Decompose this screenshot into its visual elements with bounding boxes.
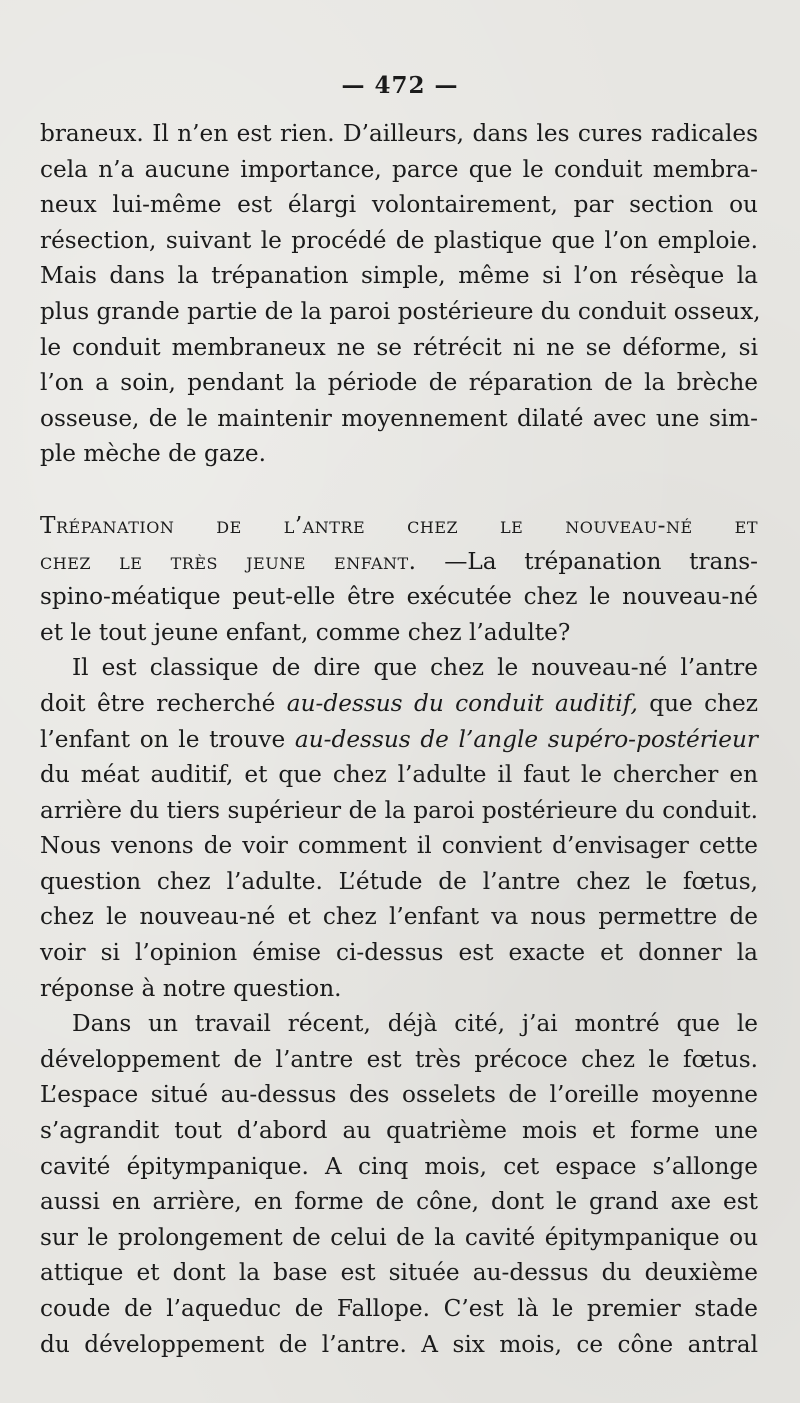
text-line: et le tout jeune enfant, comme chez l’adulte? <box>40 618 571 646</box>
text-run: doit être recherché <box>40 689 287 717</box>
text-line: du développement de l’antre. A six mois, ce cône antral <box>40 1330 758 1358</box>
text-line: plus grande partie de la paroi postérieure du conduit osseux, <box>40 297 761 325</box>
text-line: spino-méatique peut-elle être exécutée chez le nouveau-né <box>40 583 758 611</box>
section-gap <box>40 472 758 508</box>
italic-text: au-dessus du conduit auditif, <box>286 689 638 717</box>
section-heading-line <box>40 544 758 580</box>
text-line: question chez l’adulte. L’étude de l’antre chez le fœtus, <box>40 867 758 895</box>
text-line: osseuse, de le maintenir moyennement dilaté avec une sim- <box>40 404 758 432</box>
text-line <box>40 722 758 758</box>
italic-text: au-dessus de l’angle supéro-postérieur <box>294 725 759 753</box>
section-trepanation-nouveau-ne <box>40 508 758 1362</box>
paragraph-continuation <box>40 116 761 472</box>
text-line: cela n’a aucune importance, parce que le conduit membra- <box>40 155 758 183</box>
text-line: Dans un travail récent, déjà cité, j’ai montré que le <box>72 1010 758 1038</box>
text-run: —La trépanation trans- <box>416 547 759 575</box>
text-run: que chez <box>637 689 758 717</box>
text-line: résection, suivant le procédé de plastique que l’on emploie. <box>40 226 758 254</box>
text-run: l’enfant on le trouve <box>40 725 295 753</box>
text-line: L’espace situé au-dessus des osselets de l’oreille moyenne <box>40 1081 758 1109</box>
text-line: neux lui-même est élargi volontairement, par section ou <box>40 191 758 219</box>
text-line: braneux. Il n’en est rien. D’ailleurs, dans les cures radicales <box>40 120 758 147</box>
text-line: développement de l’antre est très précoce chez le fœtus. <box>40 1045 758 1073</box>
text-line: arrière du tiers supérieur de la paroi postérieure du conduit. <box>40 796 758 824</box>
text-line: coude de l’aqueduc de Fallope. C’est là le premier stade <box>40 1295 758 1322</box>
text-line: Il est classique de dire que chez le nouveau-né l’antre <box>72 654 758 682</box>
text-line: ple mèche de gaze. <box>40 440 266 468</box>
page-number: — 472 — <box>341 72 459 99</box>
section-heading-text: chez le très jeune enfant. <box>40 547 417 575</box>
text-line: cavité épitympanique. A cinq mois, cet espace s’allonge <box>40 1152 758 1180</box>
text-line: Mais dans la trépanation simple, même si l’on résèque la <box>40 262 758 290</box>
text-line: attique et dont la base est située au-dessus du deuxième <box>40 1259 758 1287</box>
text-line: l’on a soin, pendant la période de réparation de la brèche <box>40 369 758 397</box>
text-line: chez le nouveau-né et chez l’enfant va nous permettre de <box>40 903 758 931</box>
page-body <box>40 116 761 1362</box>
text-line: le conduit membraneux ne se rétrécit ni ne se déforme, si <box>40 333 758 361</box>
text-line: réponse à notre question. <box>40 974 342 1002</box>
text-line: s’agrandit tout d’abord au quatrième mois et forme une <box>40 1117 758 1145</box>
text-line: sur le prolongement de celui de la cavité épitympanique ou <box>40 1223 758 1251</box>
text-line: voir si l’opinion émise ci-dessus est exacte et donner la <box>40 939 758 967</box>
text-line: Nous venons de voir comment il convient d’envisager cette <box>40 832 758 860</box>
text-line: du méat auditif, et que chez l’adulte il faut le chercher en <box>40 761 758 789</box>
text-line: aussi en arrière, en forme de cône, dont le grand axe est <box>40 1188 758 1216</box>
text-line <box>40 686 758 722</box>
section-heading-line: Trépanation de l’antre chez le nouveau-né et <box>40 511 758 539</box>
